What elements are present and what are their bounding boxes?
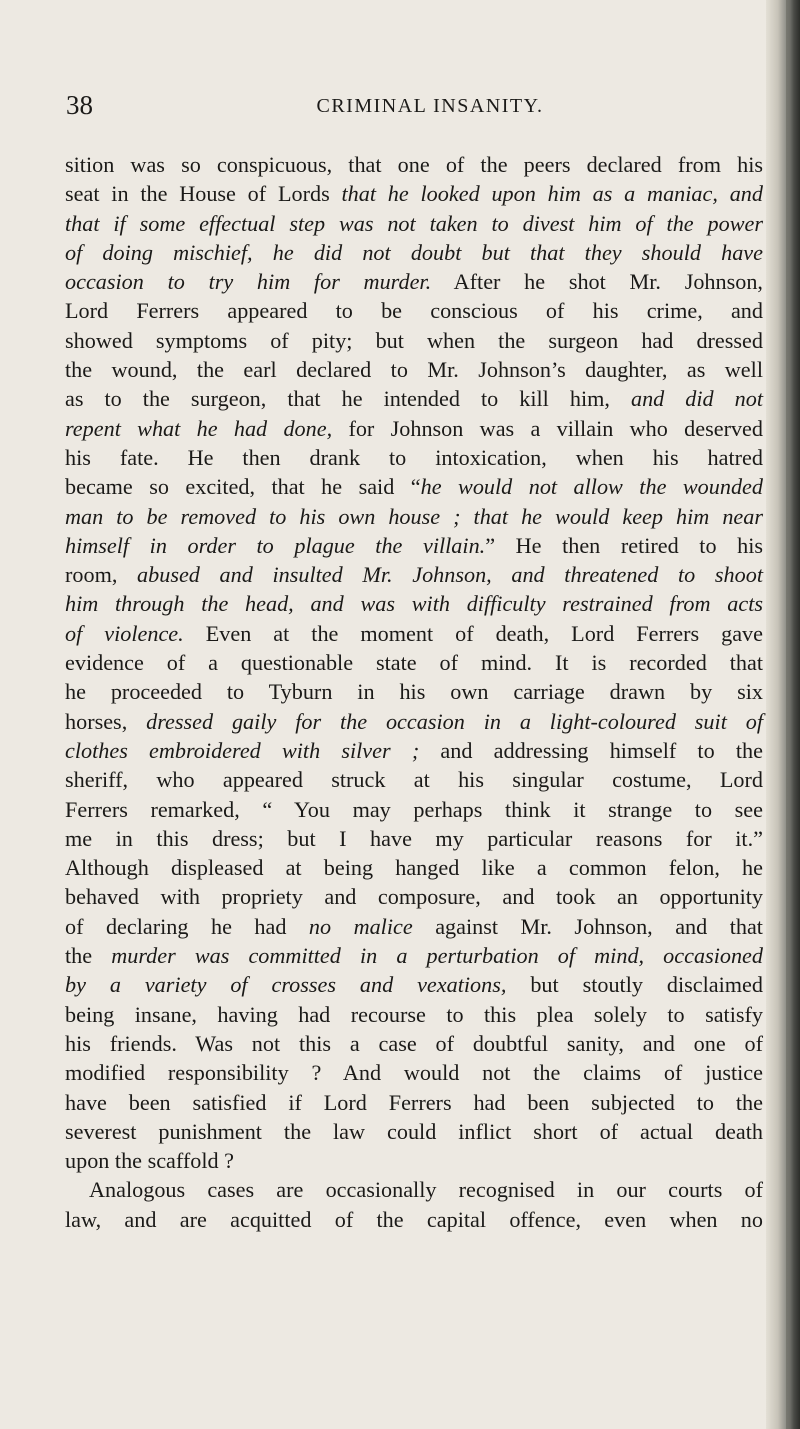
italic-text: of doing mischief, he did not doubt but that they should have (65, 239, 763, 265)
italic-text: that he looked upon him as a maniac, and (341, 181, 763, 207)
text-line (65, 882, 763, 911)
text-run: modified responsibility ? And would not the claims of justice (65, 1060, 763, 1086)
text-line (65, 472, 763, 501)
italic-text: dressed gaily for the occasion in a light-coloured suit of (146, 708, 763, 734)
italic-text: no malice (308, 913, 413, 939)
text-line (65, 707, 763, 736)
text-run: being insane, having had recourse to this plea solely to satisfy (65, 1001, 763, 1027)
text-line (65, 1205, 763, 1234)
text-line (65, 1175, 763, 1204)
text-line (65, 619, 763, 648)
text-line (65, 824, 763, 853)
italic-text: clothes embroidered with silver ; (65, 737, 420, 763)
text-line (65, 589, 763, 618)
text-run: for Johnson was a villain who deserved (332, 415, 763, 441)
italic-text: himself in order to plague the villain. (65, 532, 486, 558)
text-run: and addressing himself to the (419, 737, 763, 763)
text-line (65, 970, 763, 999)
text-line (65, 1029, 763, 1058)
text-line (65, 1058, 763, 1087)
italic-text: murder was committed in a perturbation of mind, occasioned (111, 943, 763, 969)
text-line (65, 1146, 763, 1175)
text-run: the (65, 943, 112, 969)
text-run: seat in the House of Lords (65, 181, 342, 207)
text-run: upon the scaffold ? (65, 1148, 235, 1174)
text-line (65, 1000, 763, 1029)
italic-text: of violence. (65, 620, 184, 646)
body-text (65, 150, 763, 1234)
text-line (65, 326, 763, 355)
text-run: as to the surgeon, that he intended to kill him, (65, 386, 631, 412)
text-line (65, 1088, 763, 1117)
page-edge-binding (786, 0, 790, 1429)
italic-text: him through the head, and was with difficulty restrained from acts (65, 591, 763, 617)
text-run: me in this dress; but I have my particular reasons for it.” (65, 825, 763, 851)
page-number: 38 (66, 90, 93, 120)
text-line (65, 648, 763, 677)
text-run: evidence of a questionable state of mind. It is recorded that (65, 650, 763, 676)
text-run: he proceeded to Tyburn in his own carriage drawn by six (65, 679, 763, 705)
text-line (65, 384, 763, 413)
text-run: have been satisfied if Lord Ferrers had been subjected to the (65, 1089, 763, 1115)
text-run: but stoutly disclaimed (506, 972, 763, 998)
text-line (65, 941, 763, 970)
italic-text: that if some effectual step was not taken to divest him of the power (65, 210, 763, 236)
text-run: Ferrers remarked, “ You may perhaps think it strange to see (65, 796, 763, 822)
text-line (65, 677, 763, 706)
text-run: sition was so conspicuous, that one of the peers declared from his (65, 152, 763, 177)
text-run: After he shot Mr. Johnson, (431, 269, 763, 295)
text-run: his friends. Was not this a case of doubtful sanity, and one of (65, 1030, 763, 1056)
text-line (65, 531, 763, 560)
text-line (65, 443, 763, 472)
text-line (65, 238, 763, 267)
text-line (65, 355, 763, 384)
text-line (65, 560, 763, 589)
italic-text: abused and insulted Mr. Johnson, and threatened to shoot (137, 562, 763, 588)
text-run: room, (65, 562, 138, 588)
text-line (65, 502, 763, 531)
text-line (65, 853, 763, 882)
italic-text: repent what he had done, (65, 415, 333, 441)
text-run: Lord Ferrers appeared to be conscious of his crime, and (65, 298, 763, 324)
text-line (65, 795, 763, 824)
text-line (65, 150, 763, 179)
italic-text: man to be removed to his own house ; that he would keep him near (65, 503, 763, 529)
text-run: sheriff, who appeared struck at his singular costume, Lord (65, 767, 763, 793)
text-run: Even at the moment of death, Lord Ferrers gave (183, 620, 763, 646)
text-line (65, 736, 763, 765)
text-run: ” He then retired to his (485, 532, 764, 558)
text-line (65, 765, 763, 794)
italic-text: occasion to try him for murder. (65, 269, 432, 295)
text-run: Analogous cases are occasionally recognised in our courts of (89, 1177, 763, 1203)
text-line (65, 912, 763, 941)
text-line (65, 296, 763, 325)
text-run: law, and are acquitted of the capital offence, even when no (65, 1206, 763, 1232)
text-run: of declaring he had (65, 913, 309, 939)
text-run: Although displeased at being hanged like a common felon, he (65, 855, 763, 881)
italic-text: by a variety of crosses and vexations, (65, 972, 507, 998)
text-run: showed symptoms of pity; but when the surgeon had dressed (65, 327, 763, 353)
text-run: the wound, the earl declared to Mr. Johnson’s daughter, as well (65, 357, 763, 383)
page-edge-shadow (766, 0, 800, 1429)
page-header (0, 87, 760, 127)
text-line (65, 209, 763, 238)
running-head: CRIMINAL INSANITY. (316, 95, 544, 117)
text-line (65, 179, 763, 208)
italic-text: and did not (630, 386, 763, 412)
text-line (65, 1117, 763, 1146)
text-run: behaved with propriety and composure, and took an opportunity (65, 884, 763, 910)
text-run: his fate. He then drank to intoxication, when his hatred (65, 444, 763, 470)
text-line (65, 267, 763, 296)
text-run: became so excited, that he said “ (65, 474, 421, 500)
text-run: against Mr. Johnson, and that (412, 913, 763, 939)
italic-text: he would not allow the wounded (420, 474, 763, 500)
text-run: horses, (65, 708, 147, 734)
text-run: severest punishment the law could inflict short of actual death (65, 1118, 763, 1144)
text-line (65, 414, 763, 443)
